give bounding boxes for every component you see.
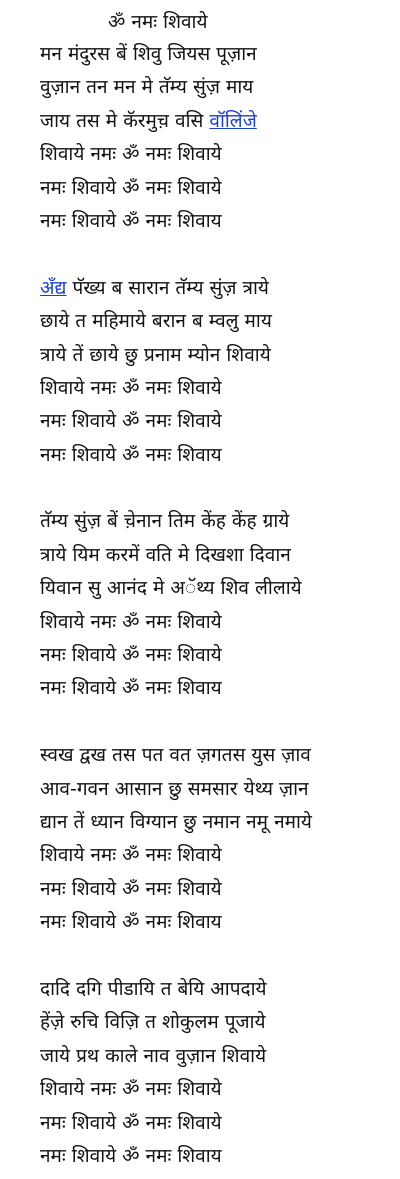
- stanza: [40, 739, 400, 939]
- lyric-line: आव-गवन आसान छु समसार येथ्य ज़ान: [40, 777, 309, 800]
- stanza: [40, 38, 400, 238]
- lyric-line: नमः शिवाये ॐ नमः शिवाय: [40, 209, 222, 232]
- lyric-line: मन मंदुरस बें शिवु जियस पूज़ान: [40, 43, 257, 65]
- lyric-line: द्यान तें ध्यान विग्यान छु नमान नमू नमाये: [40, 810, 312, 833]
- lyrics-title: ॐ नमः शिवाये: [108, 11, 208, 33]
- stanza-gap: [40, 706, 400, 739]
- lyric-line: [40, 272, 400, 305]
- lyric-line: नमः शिवाये ॐ नमः शिवाय: [40, 677, 222, 700]
- lyric-line: नमः शिवाये ॐ नमः शिवाये: [40, 1111, 222, 1134]
- stanza: [40, 505, 400, 705]
- lyric-line: त्राये तें छाये छु प्रनाम म्योन शिवाये: [40, 343, 271, 366]
- lyric-line: तॅम्य सुंज़ बें च़ेनान तिम केंह केंह ग्राये: [40, 510, 290, 533]
- lyric-line: नमः शिवाये ॐ नमः शिवाय: [40, 1144, 222, 1167]
- lyric-line: नमः शिवाये ॐ नमः शिवाये: [40, 644, 222, 667]
- stanza: [40, 272, 400, 472]
- lyric-line: त्राये यिम करमें वति मे दिखशा दिवान: [40, 543, 291, 566]
- lyric-text: पॅख्य ब सारान तॅम्य सुंज़ त्राये: [66, 276, 269, 299]
- stanza: [40, 973, 400, 1173]
- lyric-line: शिवाये नमः ॐ नमः शिवाये: [40, 610, 222, 633]
- lyric-line: नमः शिवाये ॐ नमः शिवाय: [40, 911, 222, 934]
- lyric-line: छाये त महिमाये बरान ब म्वलु माय: [40, 310, 272, 333]
- lyric-line: शिवाये नमः ॐ नमः शिवाये: [40, 844, 222, 867]
- lyric-line: हेंज़े रुचि विज़ि त शोकुलम पूजाये: [40, 1011, 266, 1034]
- lyric-line: शिवाये नमः ॐ नमः शिवाये: [40, 1078, 222, 1101]
- lyric-line: नमः शिवाये ॐ नमः शिवाये: [40, 176, 222, 199]
- lyric-line: दादि दगि पीडायि त बेयि आपदाये: [40, 977, 267, 1000]
- lyric-line: नमः शिवाये ॐ नमः शिवाय: [40, 443, 222, 466]
- lyric-line: शिवाये नमः ॐ नमः शिवाये: [40, 376, 222, 399]
- lyric-line: नमः शिवाये ॐ नमः शिवाये: [40, 410, 222, 433]
- lyric-line: शिवाये नमः ॐ नमः शिवाये: [40, 143, 222, 166]
- word-link[interactable]: वॉलिंजे: [209, 109, 257, 132]
- lyric-line: [40, 105, 400, 138]
- lyric-text: जाय तस मे कॅरमुच़ वसि: [40, 109, 210, 132]
- stanza-gap: [40, 940, 400, 973]
- lyric-line: नमः शिवाये ॐ नमः शिवाये: [40, 877, 222, 900]
- lyrics-body: [40, 38, 400, 1173]
- lyric-line: स्वख द्वख तस पत वत ज़गतस युस ज़ाव: [40, 744, 311, 767]
- stanza-gap: [40, 472, 400, 505]
- stanza-gap: [40, 238, 400, 271]
- lyric-line: यिवान सु आनंद मे अॅथ्य शिव लीलाये: [40, 577, 302, 600]
- lyric-line: जाये प्रथ काले नाव वुज़ान शिवाये: [40, 1044, 267, 1067]
- lyric-line: वुज़ान तन मन मे तॅम्य सुंज़ माय: [40, 76, 254, 99]
- word-link[interactable]: अँद्य: [40, 276, 67, 299]
